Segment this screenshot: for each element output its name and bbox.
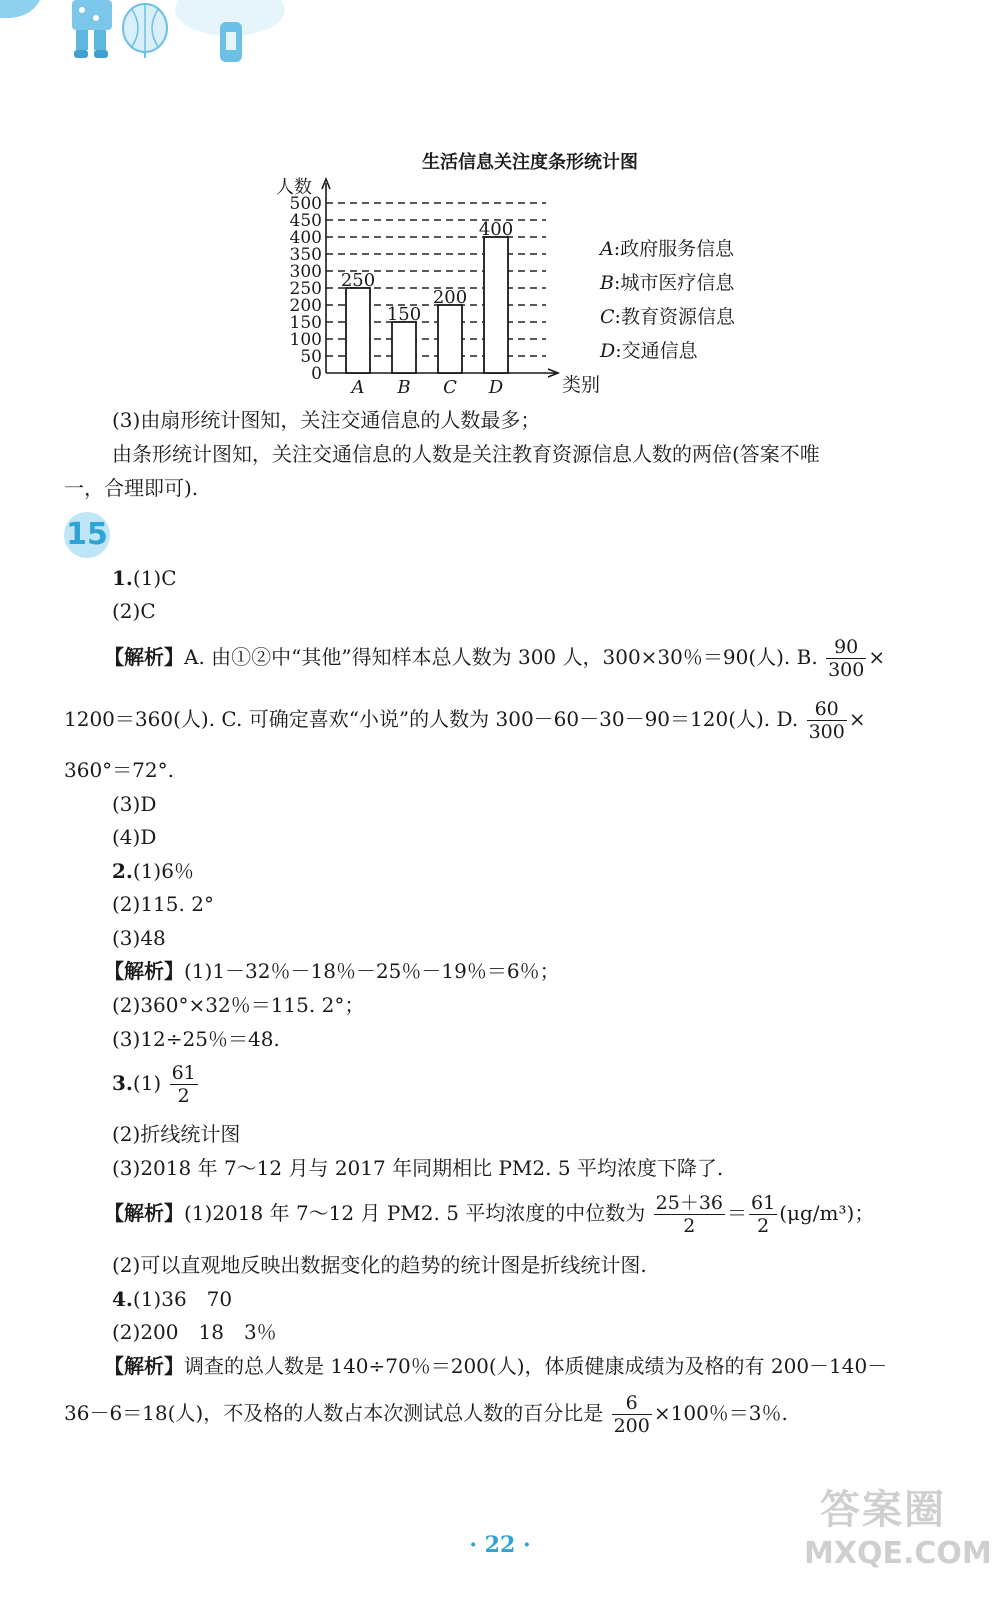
answer-line: (3)48 bbox=[112, 926, 166, 950]
paragraph: 由条形统计图知，关注交通信息的人数是关注教育资源信息人数的两倍(答案不唯 bbox=[112, 442, 820, 466]
header-decoration bbox=[0, 0, 320, 80]
section-badge: 15 bbox=[64, 512, 110, 558]
y-tick-label: 150 bbox=[289, 313, 322, 333]
data-label: 150 bbox=[386, 304, 422, 325]
analysis-line: (2)360°×32％＝115. 2°； bbox=[112, 993, 365, 1017]
data-label: 200 bbox=[432, 287, 468, 308]
legend-item-d: D:交通信息 bbox=[600, 340, 698, 362]
analysis-line: (2)可以直观地反映出数据变化的趋势的统计图是折线统计图. bbox=[112, 1253, 647, 1277]
y-tick-label: 200 bbox=[289, 296, 322, 316]
answer-line: (2)200 18 3％ bbox=[112, 1320, 277, 1344]
y-tick-label: 250 bbox=[289, 279, 322, 299]
chart-plot bbox=[270, 140, 600, 410]
analysis-line: 【解析】A. 由①②中“其他”得知样本总人数为 300 人，300×30％＝90(人). B. $\frac{90}{300}$ × bbox=[104, 636, 886, 681]
data-label: 250 bbox=[340, 270, 376, 291]
bar bbox=[346, 288, 370, 373]
fraction: $\frac{60}{300}$ bbox=[808, 698, 845, 743]
bar-chart bbox=[270, 140, 790, 410]
analysis-line: 1200＝360(人). C. 可确定喜欢“小说”的人数为 300－60－30－90＝120(人). D. $\frac{60}{300}$ × bbox=[64, 698, 866, 743]
bar bbox=[484, 237, 508, 373]
analysis-line: 360°＝72°. bbox=[64, 758, 174, 782]
chart-title: 生活信息关注度条形统计图 bbox=[422, 152, 638, 173]
legend-item-c: C:教育资源信息 bbox=[600, 306, 735, 328]
answer-line: (2)C bbox=[112, 599, 156, 623]
y-tick-label: 300 bbox=[289, 262, 322, 282]
analysis-line: 【解析】(1)2018 年 7～12 月 PM2. 5 平均浓度的中位数为 $\frac{25+36}{2}$ ＝ $\frac{61}{2}$ (μg/m³)； bbox=[104, 1192, 875, 1237]
paragraph: (3)由扇形统计图知，关注交通信息的人数最多； bbox=[112, 408, 541, 432]
fraction: $\frac{61}{2}$ bbox=[171, 1062, 196, 1107]
x-tick-label: A bbox=[351, 377, 365, 398]
x-tick-label: D bbox=[488, 377, 504, 398]
answer-line: (3)D bbox=[112, 792, 157, 816]
answer-line: 3.(1) $\frac{61}{2}$ bbox=[112, 1062, 196, 1107]
fraction: $\frac{61}{2}$ bbox=[751, 1192, 776, 1237]
answer-line: (2)115. 2° bbox=[112, 892, 214, 916]
y-tick-label: 0 bbox=[311, 364, 322, 384]
answer-line: (4)D bbox=[112, 825, 157, 849]
legend-item-a: A:政府服务信息 bbox=[600, 238, 735, 260]
y-tick-label: 450 bbox=[289, 211, 322, 231]
y-tick-label: 50 bbox=[300, 347, 322, 367]
page-number: · 22 · bbox=[469, 1532, 531, 1558]
x-axis-label: 类别 bbox=[562, 374, 600, 396]
y-tick-label: 500 bbox=[289, 194, 322, 214]
legend-item-b: B:城市医疗信息 bbox=[600, 272, 735, 294]
analysis-line: 【解析】(1)1－32％－18％－25％－19％＝6％； bbox=[104, 959, 560, 983]
y-tick-label: 400 bbox=[289, 228, 322, 248]
answer-line: 1.(1)C bbox=[112, 566, 177, 590]
chart-legend bbox=[600, 232, 735, 368]
bar bbox=[438, 305, 462, 373]
answer-line: 2.(1)6％ bbox=[112, 859, 194, 883]
analysis-line: 36－6＝18(人)，不及格的人数占本次测试总人数的百分比是 $\frac{6}{200}$ ×100％＝3％. bbox=[64, 1392, 788, 1437]
data-label: 400 bbox=[478, 219, 514, 240]
analysis-line: (3)12÷25％＝48. bbox=[112, 1027, 280, 1051]
fraction: $\frac{25+36}{2}$ bbox=[655, 1192, 724, 1237]
answer-line: (2)折线统计图 bbox=[112, 1122, 241, 1146]
x-tick-label: C bbox=[443, 377, 457, 398]
x-tick-label: B bbox=[397, 377, 411, 398]
analysis-line: 【解析】调查的总人数是 140÷70％＝200(人)，体质健康成绩为及格的有 200－140－ bbox=[104, 1354, 888, 1378]
bar bbox=[392, 322, 416, 373]
answer-line: 4.(1)36 70 bbox=[112, 1287, 233, 1311]
paragraph: 一，合理即可). bbox=[64, 476, 199, 500]
fraction: $\frac{90}{300}$ bbox=[828, 636, 865, 681]
y-tick-label: 100 bbox=[289, 330, 322, 350]
answer-line: (3)2018 年 7～12 月与 2017 年同期相比 PM2. 5 平均浓度下降了. bbox=[112, 1156, 724, 1180]
y-tick-label: 350 bbox=[289, 245, 322, 265]
watermark-logo: 答案圈 MXQE.COM bbox=[804, 1487, 992, 1571]
y-axis-label: 人数 bbox=[276, 177, 312, 198]
fraction: $\frac{6}{200}$ bbox=[613, 1392, 650, 1437]
